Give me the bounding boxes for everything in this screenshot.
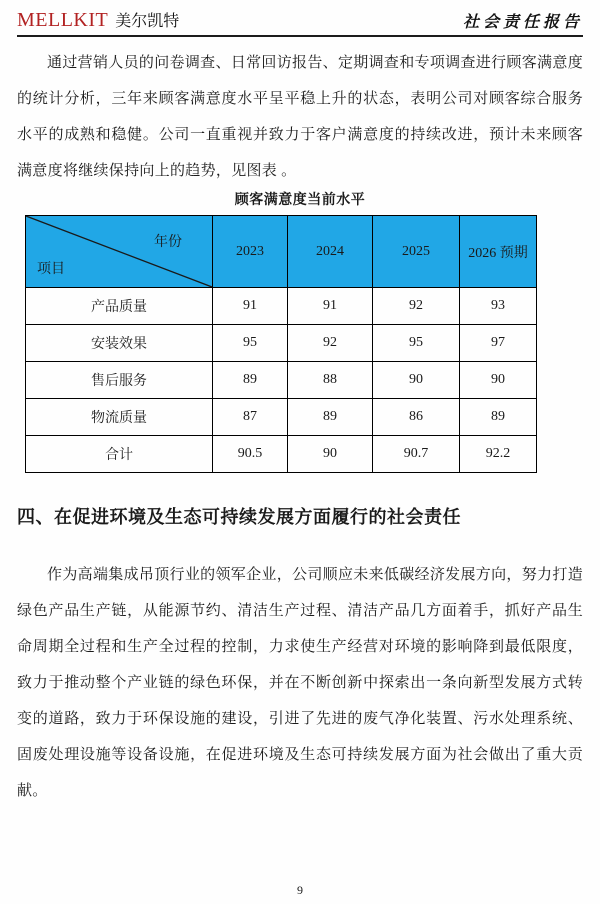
table-header-row [26, 216, 537, 288]
year-column-header: 2024 [288, 216, 373, 288]
satisfaction-value-cell: 90 [373, 362, 460, 399]
satisfaction-value-cell: 95 [373, 325, 460, 362]
year-column-header: 2025 [373, 216, 460, 288]
row-label-cell: 产品质量 [26, 288, 213, 325]
satisfaction-table [25, 215, 537, 473]
table-row [26, 325, 537, 362]
table-title: 顾客满意度当前水平 [234, 193, 366, 208]
satisfaction-value-cell: 90.5 [213, 436, 288, 473]
satisfaction-value-cell: 88 [288, 362, 373, 399]
year-column-header: 2026 预期 [460, 216, 537, 288]
row-label-cell: 合计 [26, 436, 213, 473]
corner-year-label: 年份 [154, 235, 182, 250]
satisfaction-value-cell: 90 [288, 436, 373, 473]
satisfaction-value-cell: 89 [460, 399, 537, 436]
page-number: 9 [297, 883, 303, 897]
table-row [26, 362, 537, 399]
satisfaction-value-cell: 89 [288, 399, 373, 436]
satisfaction-value-cell: 95 [213, 325, 288, 362]
satisfaction-value-cell: 97 [460, 325, 537, 362]
page-header [17, 0, 583, 37]
table-row [26, 399, 537, 436]
table-body [26, 288, 537, 473]
table-corner-cell [26, 216, 213, 288]
brand [17, 8, 179, 32]
brand-logo-text: MELLKIT [17, 9, 109, 31]
table-row [26, 288, 537, 325]
report-title: 社会责任报告 [462, 14, 583, 31]
satisfaction-value-cell: 92 [288, 325, 373, 362]
satisfaction-value-cell: 87 [213, 399, 288, 436]
section-heading: 四、在促进环境及生态可持续发展方面履行的社会责任 [17, 507, 461, 527]
row-label-cell: 物流质量 [26, 399, 213, 436]
paragraph-environment: 作为高端集成吊顶行业的领军企业，公司顺应未来低碳经济发展方向，努力打造绿色产品生产链，从能源节约、清洁生产过程、清洁产品几方面着手，抓好产品生命周期全过程和生产全过程的控制，力求使生产经营对环境的影响降到最低限度，致力于推动整个产业链的绿色环保，并在不断创新中探索出一条向新型发展方式转变的道路，致力于环保设施的建设，引进了先进的废气净化装置、污水处理系统、固废处理设施等设备设施，在促进环境及生态可持续发展方面为社会做出了重大贡献。 [17, 567, 583, 799]
satisfaction-value-cell: 90 [460, 362, 537, 399]
satisfaction-value-cell: 89 [213, 362, 288, 399]
satisfaction-value-cell: 86 [373, 399, 460, 436]
row-label-cell: 售后服务 [26, 362, 213, 399]
satisfaction-value-cell: 92.2 [460, 436, 537, 473]
satisfaction-value-cell: 92 [373, 288, 460, 325]
satisfaction-value-cell: 91 [213, 288, 288, 325]
satisfaction-value-cell: 93 [460, 288, 537, 325]
paragraph-customer-satisfaction: 通过营销人员的问卷调查、日常回访报告、定期调查和专项调查进行顾客满意度的统计分析，三年来顾客满意度水平呈平稳上升的状态，表明公司对顾客综合服务水平的成熟和稳健。公司一直重视并致力于客户满意度的持续改进，预计未来顾客满意度将继续保持向上的趋势，见图表 。 [17, 55, 583, 179]
brand-name-chinese: 美尔凯特 [115, 13, 180, 30]
corner-item-label: 项目 [37, 262, 65, 277]
table-row [26, 436, 537, 473]
satisfaction-value-cell: 91 [288, 288, 373, 325]
year-column-header: 2023 [213, 216, 288, 288]
satisfaction-value-cell: 90.7 [373, 436, 460, 473]
row-label-cell: 安装效果 [26, 325, 213, 362]
